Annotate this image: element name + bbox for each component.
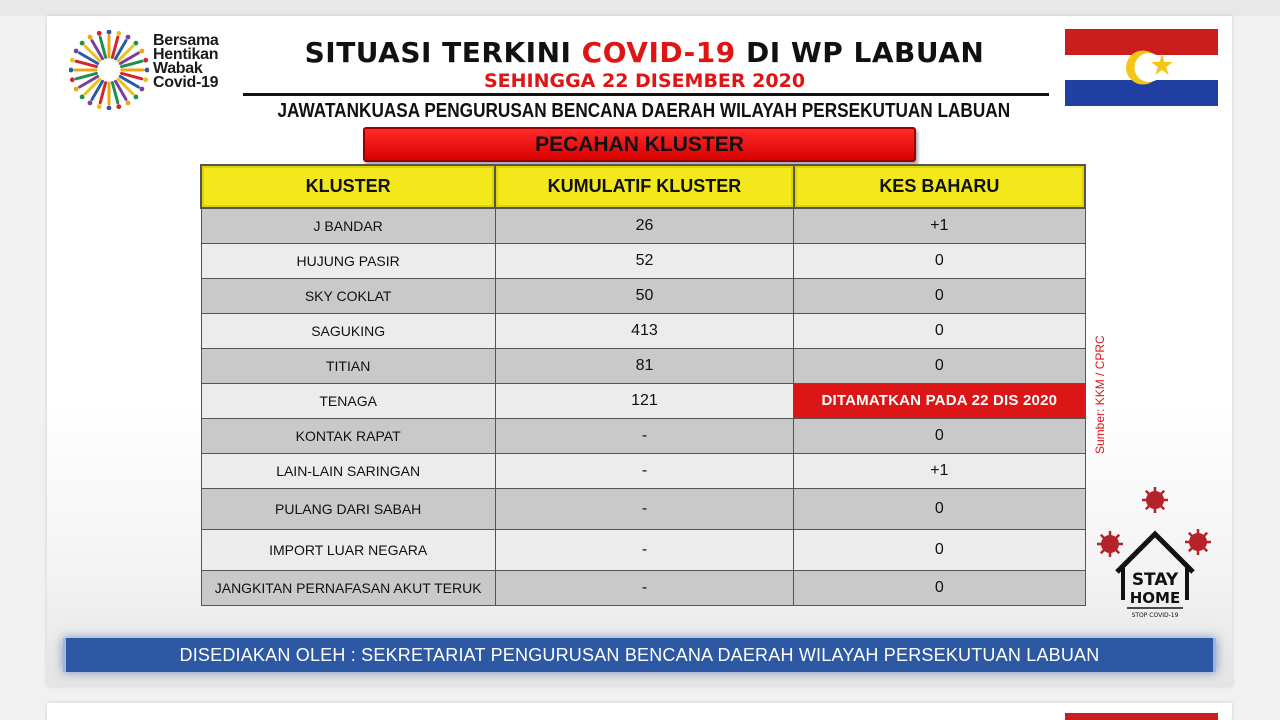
section-banner: PECAHAN KLUSTER <box>363 127 916 162</box>
infographic-card <box>47 16 1232 686</box>
cumulative-value: - <box>495 529 793 570</box>
page-subtitle: SEHINGGA 22 DISEMBER 2020 <box>483 70 806 92</box>
table-row <box>201 208 1085 243</box>
cumulative-value: - <box>495 453 793 488</box>
title-part: DI WP LABUAN <box>735 36 985 69</box>
organization-name: JAWATANKUASA PENGURUSAN BENCANA DAERAH WILAYAH PERSEKUTUAN LABUAN <box>277 100 1011 122</box>
cluster-table <box>200 164 1086 606</box>
stay-home-graphic <box>1095 484 1215 619</box>
table-row <box>201 383 1085 418</box>
column-header-new-cases: KES BAHARU <box>794 165 1085 208</box>
table-row <box>201 418 1085 453</box>
cumulative-value: 81 <box>495 348 793 383</box>
cluster-name: SAGUKING <box>201 313 495 348</box>
footer-bar: DISEDIAKAN OLEH : SEKRETARIAT PENGURUSAN BENCANA DAERAH WILAYAH PERSEKUTUAN LABUAN <box>63 638 1216 672</box>
table-row <box>201 348 1085 383</box>
cluster-name: TITIAN <box>201 348 495 383</box>
virus-icon <box>1101 491 1207 553</box>
page-title <box>47 32 1232 69</box>
new-cases-value: +1 <box>794 208 1085 243</box>
new-cases-value: 0 <box>794 243 1085 278</box>
next-flag-edge <box>1065 713 1218 720</box>
new-cases-value: 0 <box>794 313 1085 348</box>
logo-line: Bersama <box>153 32 219 49</box>
stop-covid-text: STOP COVID-19 <box>1131 612 1179 619</box>
table-row <box>201 278 1085 313</box>
cumulative-value: 26 <box>495 208 793 243</box>
cluster-name: LAIN-LAIN SARINGAN <box>201 453 495 488</box>
cumulative-value: - <box>495 418 793 453</box>
house-icon <box>1095 484 1215 619</box>
source-note: Sumber: KKM / CPRC <box>1093 335 1107 454</box>
cumulative-value: 50 <box>495 278 793 313</box>
cumulative-value: - <box>495 570 793 605</box>
cumulative-value: 52 <box>495 243 793 278</box>
cluster-name: HUJUNG PASIR <box>201 243 495 278</box>
cumulative-value: 413 <box>495 313 793 348</box>
new-cases-value: 0 <box>794 348 1085 383</box>
cumulative-value: 121 <box>495 383 793 418</box>
table-row <box>201 570 1085 605</box>
cluster-name: J BANDAR <box>201 208 495 243</box>
top-strip <box>0 0 1280 16</box>
cluster-name: IMPORT LUAR NEGARA <box>201 529 495 570</box>
logo-line: Hentikan <box>153 46 219 63</box>
table-row <box>201 453 1085 488</box>
table-row <box>201 313 1085 348</box>
cumulative-value: - <box>495 488 793 529</box>
cluster-name: PULANG DARI SABAH <box>201 488 495 529</box>
cluster-name: JANGKITAN PERNAFASAN AKUT TERUK <box>201 570 495 605</box>
new-cases-value: +1 <box>794 453 1085 488</box>
closed-status-badge: DITAMATKAN PADA 22 DIS 2020 <box>794 383 1085 418</box>
table-row <box>201 243 1085 278</box>
cluster-name: SKY COKLAT <box>201 278 495 313</box>
new-cases-value: 0 <box>794 418 1085 453</box>
new-cases-value: 0 <box>794 529 1085 570</box>
new-cases-value: 0 <box>794 570 1085 605</box>
stay-text: STAY <box>1131 570 1179 590</box>
home-text: HOME <box>1129 589 1181 607</box>
logo-line: Covid-19 <box>153 74 219 91</box>
table-row <box>201 529 1085 570</box>
column-header-cluster: KLUSTER <box>201 165 495 208</box>
new-cases-value: 0 <box>794 278 1085 313</box>
column-header-cumulative: KUMULATIF KLUSTER <box>495 165 793 208</box>
title-part: SITUASI TERKINI <box>304 36 582 69</box>
next-card-edge <box>47 703 1232 720</box>
title-highlight: COVID-19 <box>581 36 736 69</box>
cluster-name: TENAGA <box>201 383 495 418</box>
cluster-name: KONTAK RAPAT <box>201 418 495 453</box>
title-divider <box>243 93 1049 96</box>
labuan-flag-icon <box>1065 29 1218 106</box>
new-cases-value: 0 <box>794 488 1085 529</box>
table-row <box>201 488 1085 529</box>
logo-line: Wabak <box>153 60 203 77</box>
